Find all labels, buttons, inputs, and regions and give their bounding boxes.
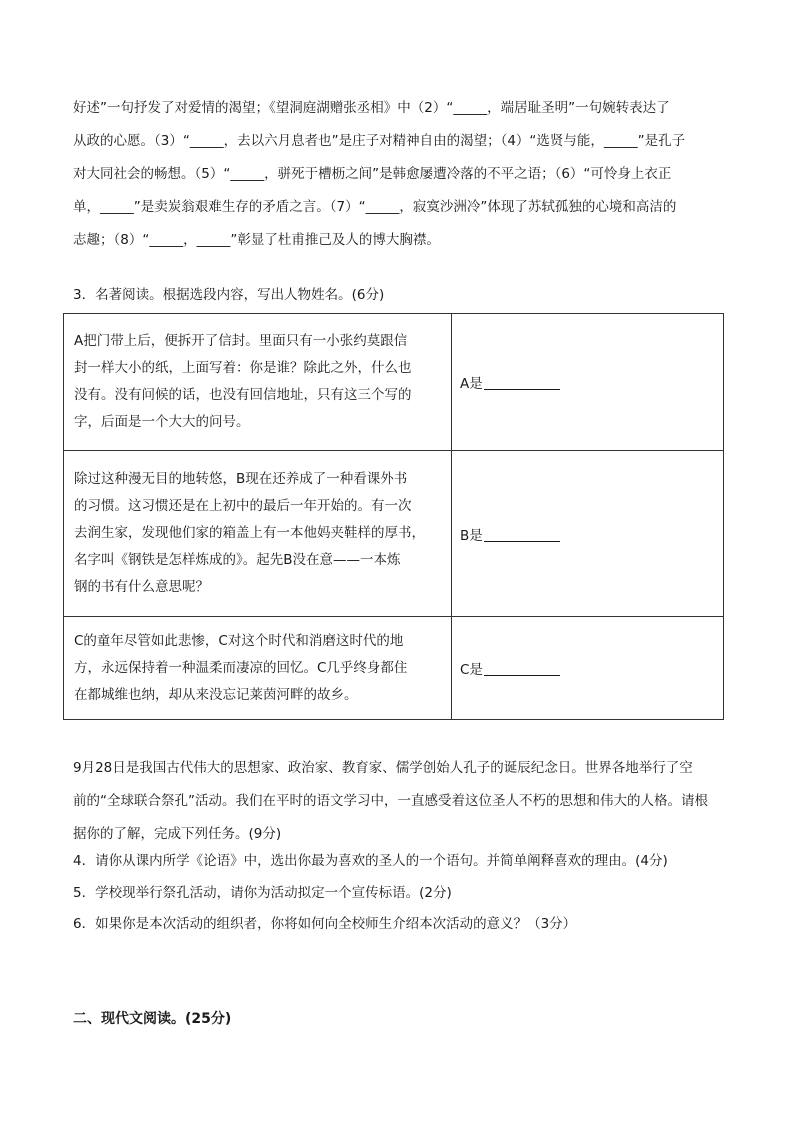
- answer-label-c: C是: [460, 662, 483, 678]
- table-row: [64, 451, 724, 617]
- passage-line: 字，后面是一个大大的问号。: [74, 414, 250, 430]
- paragraph-line: 前的“全球联合祭孔”活动。我们在平时的语文学习中，一直感受着这位圣人不朽的思想和伟大的人格。请根: [73, 793, 708, 809]
- paragraph-line: 志趣；（8）“_____，_____”彰显了杜甫推己及人的博大胸襟。: [73, 232, 440, 248]
- passage-line: 名字叫《钢铁是怎样炼成的》。起先B没在意——一本炼: [74, 552, 401, 568]
- answer-label-a: A是: [460, 376, 483, 392]
- passage-line: 方，永远保持着一种温柔而凄凉的回忆。C几乎终身都住: [74, 659, 408, 676]
- paragraph-line: 从政的心愿。（3）“_____，去以六月息者也”是庄子对精神自由的渴望；（4）“选贤与能，_____”是孔子: [73, 133, 686, 149]
- passage-line: 没有。没有问候的话，也没有回信地址，只有这三个写的: [74, 387, 412, 403]
- confucius-intro-paragraph: [73, 752, 723, 851]
- passage-line: C的童年尽管如此悲惨，C对这个时代和消磨这时代的地: [74, 632, 404, 649]
- passage-line: 除过这种漫无目的地转悠，B现在还养成了一种看课外书: [74, 471, 408, 487]
- question-3-title: 3．名著阅读。根据选段内容，写出人物姓名。(6分): [73, 287, 385, 303]
- answer-label-b: B是: [460, 527, 483, 544]
- paragraph-line: 对大同社会的畅想。（5）“_____，骈死于槽枥之间”是韩愈屡遭冷落的不平之语；（6）“可怜身上衣正: [73, 166, 672, 182]
- paragraph-line: 好述”一句抒发了对爱情的渴望；《望洞庭湖赠张丞相》中（2）“_____，端居耻圣明”一句婉转表达了: [73, 100, 670, 116]
- task-5: 5．学校现举行祭孔活动，请你为活动拟定一个宣传标语。(2分): [73, 885, 452, 901]
- answer-blank-a[interactable]: [484, 375, 560, 390]
- passage-line: 的习惯。这习惯还是在上初中的最后一年开始的。有一次: [74, 498, 412, 514]
- answer-cell-a: [452, 314, 724, 451]
- table-row: [64, 617, 724, 720]
- table-row: [64, 314, 724, 451]
- passage-line: 去润生家，发现他们家的箱盖上有一本他妈夹鞋样的厚书，: [74, 525, 425, 541]
- task-4: 4．请你从课内所学《论语》中，选出你最为喜欢的圣人的一个语句。并简单阐释喜欢的理由。(4分): [73, 853, 668, 869]
- passage-cell-a: [64, 314, 452, 451]
- reading-table: [63, 313, 724, 720]
- section-two-heading: 二、现代文阅读。(25分): [73, 1011, 232, 1027]
- passage-line: 封一样大小的纸，上面写着：你是谁？除此之外，什么也: [74, 360, 412, 376]
- passage-line: 在都城维也纳，却从来没忘记莱茵河畔的故乡。: [74, 686, 358, 703]
- passage-cell-b: [64, 451, 452, 617]
- passage-line: 钢的书有什么意思呢？: [74, 579, 209, 595]
- answer-cell-c: [452, 617, 724, 720]
- poetry-fill-paragraph: [73, 92, 723, 257]
- task-6: 6．如果你是本次活动的组织者，你将如何向全校师生介绍本次活动的意义？（3分）: [73, 916, 577, 932]
- passage-cell-c: [64, 617, 452, 720]
- passage-line: A把门带上后，便拆开了信封。里面只有一小张约莫跟信: [74, 333, 408, 349]
- paragraph-line: 单，_____”是卖炭翁艰难生存的矛盾之言。（7）“_____，寂寞沙洲冷”体现了苏轼孤独的心境和高洁的: [73, 199, 677, 215]
- answer-blank-b[interactable]: [484, 527, 560, 542]
- paragraph-line: 9月28日是我国古代伟大的思想家、政治家、教育家、儒学创始人孔子的诞辰纪念日。世界各地举行了空: [73, 760, 693, 776]
- paragraph-line: 据你的了解，完成下列任务。(9分): [73, 826, 282, 842]
- answer-blank-c[interactable]: [484, 661, 560, 676]
- answer-cell-b: [452, 451, 724, 617]
